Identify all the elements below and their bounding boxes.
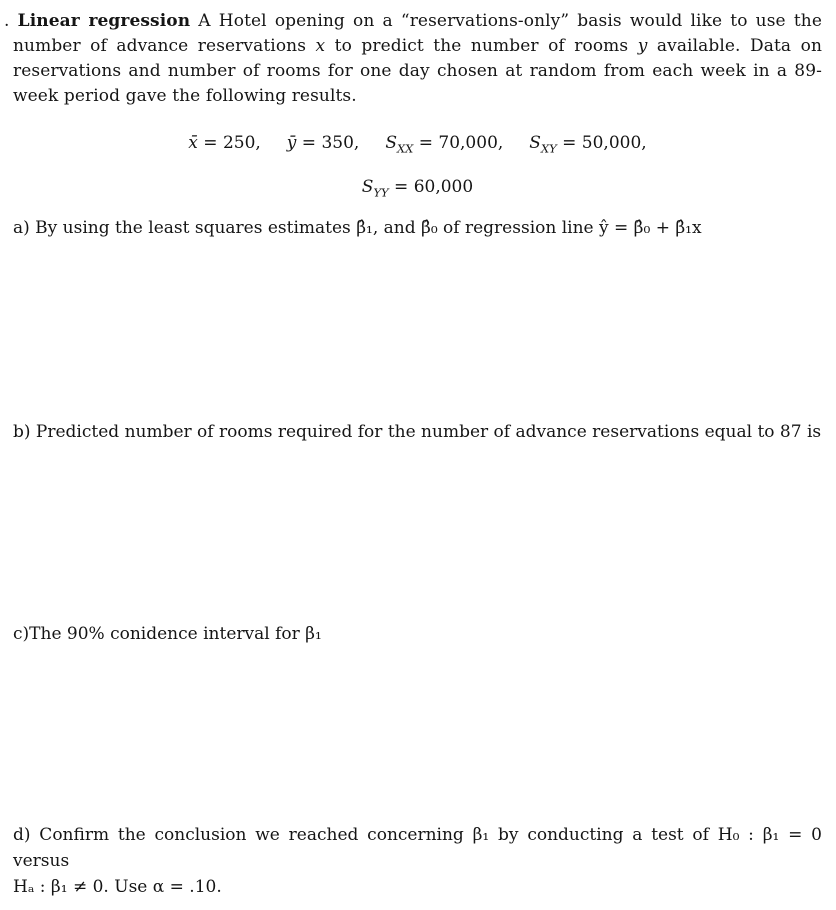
equation-line-2 — [13, 175, 822, 200]
problem-body-1: A Hotel opening on a “reservations-only” basis would like to use the number of advance reservations — [13, 11, 822, 56]
math-ybar: ȳ — [286, 133, 297, 153]
part-d-line-2: Hₐ : β₁ ≠ 0. Use α = .10. — [13, 877, 222, 897]
equation-xbar — [188, 133, 261, 153]
equation-sxx-value: = 70,000, — [413, 133, 504, 153]
equation-line-1 — [13, 131, 822, 156]
equation-syy-value: = 60,000 — [388, 177, 474, 197]
equation-ybar-value: = 350, — [296, 133, 360, 153]
math-var-y: y — [637, 36, 648, 56]
part-a-question: a) By using the least squares estimates β̂₁, and β̂₀ of regression line ŷ = β̂₀ + β̂₁x — [13, 218, 702, 238]
math-s: S — [385, 133, 397, 153]
problem-number-prefix: . — [4, 11, 18, 31]
equation-sxy — [529, 133, 647, 156]
math-sub-xx: XX — [396, 141, 414, 156]
math-var-x: x — [315, 36, 326, 56]
problem-body-2: to predict the number of rooms — [325, 36, 638, 56]
part-d-line-1: d) Confirm the conclusion we reached concerning β₁ by conducting a test of H₀ : β₁ = 0 versus — [13, 825, 822, 871]
part-b-question: b) Predicted number of rooms required for the number of advance reservations equal to 87 is — [13, 422, 822, 442]
math-s: S — [529, 133, 541, 153]
part-d-question — [13, 822, 822, 900]
math-sub-yy: YY — [373, 185, 389, 200]
equation-sxy-value: = 50,000, — [556, 133, 647, 153]
part-c-question: c)The 90% conidence interval for β₁ — [13, 624, 322, 644]
equation-syy — [361, 177, 474, 200]
problem-statement — [4, 9, 822, 109]
problem-body-3: available. Data on reservations and number of rooms for one day chosen at random from each week in a 89-week period gave the following results. — [13, 36, 822, 106]
equation-sxx — [385, 133, 504, 156]
problem-title: Linear regression — [17, 11, 191, 31]
math-sub-xy: XY — [540, 141, 557, 156]
math-xbar: x̄ — [188, 133, 198, 153]
equation-xbar-value: = 250, — [197, 133, 261, 153]
equation-ybar — [287, 133, 360, 153]
math-s: S — [361, 177, 374, 197]
